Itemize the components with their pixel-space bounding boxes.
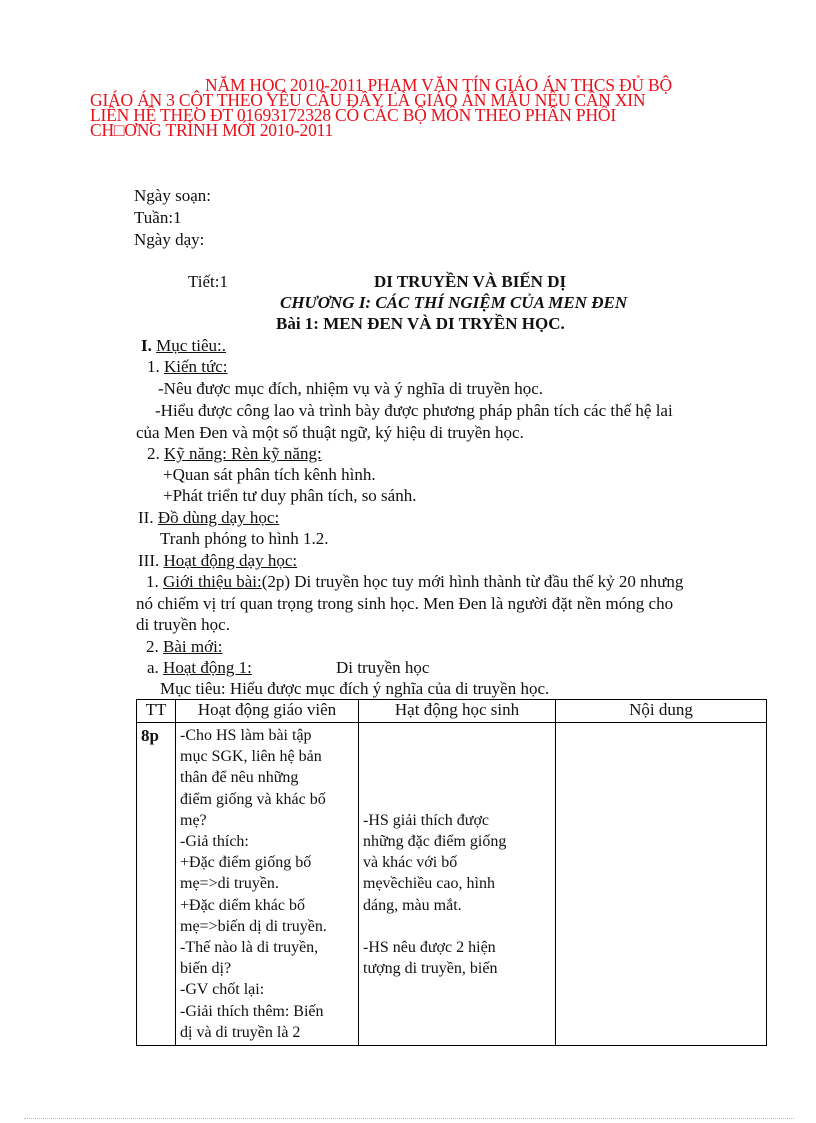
text-line: di truyền học. (136, 615, 230, 634)
lesson-table (136, 699, 767, 1046)
cell-line (363, 789, 551, 810)
cell-line: thân để nêu những (180, 769, 299, 787)
banner-line: LIÊN HỆ THEO ĐT 01693172328 CÓ CÁC BỘ MÔN THEO PHÂN PHỐI (90, 105, 616, 125)
ngay-soan: Ngày soạn: (134, 186, 211, 205)
cell-line: mẹvềchiều cao, hình (363, 875, 495, 893)
column-header: TT (137, 700, 176, 723)
cell-line: điểm giống và khác bố (180, 790, 326, 808)
section-2-heading: II. Đồ dùng dạy học: (138, 508, 280, 527)
intro-line: 1. Giới thiệu bài:(2p) Di truyền học tuy mới hình thành từ đầu thế kỷ 20 nhưng (146, 572, 684, 591)
cell-line: mẹ=>di truyền. (180, 875, 279, 893)
cell-line: +Đặc diểm khác bố (180, 896, 305, 914)
tiet: Tiết:1 (188, 272, 229, 291)
cell-line: -GV chốt lại: (180, 981, 265, 999)
lesson-subtitle: Bài 1: MEN ĐEN VÀ DI TRYỀN HỌC. (276, 314, 565, 333)
cell-line: những đặc điểm giống (363, 833, 507, 851)
teacher-activity-cell (176, 723, 359, 1046)
cell-line: mẹ=>biến dị di truyền. (180, 917, 327, 935)
text-line: +Quan sát phân tích kênh hình. (163, 465, 376, 484)
activity-heading: a. Hoạt động 1: (147, 658, 252, 677)
text-line: nó chiếm vị trí quan trọng trong sinh học. Men Đen là người đặt nền móng cho (136, 594, 674, 613)
text-line: Tranh phóng to hình 1.2. (160, 529, 329, 548)
page-footer-divider (24, 1118, 794, 1119)
cell-line: và khác với bố (363, 854, 458, 872)
objective-line: Mục tiêu: Hiểu được mục đích ý nghĩa của di truyền học. (160, 679, 550, 698)
cell-line: biến dị? (180, 960, 232, 978)
text-line: của Men Đen và một số thuật ngữ, ký hiệu di truyền học. (136, 423, 524, 442)
cell-line: mẹ? (180, 811, 207, 829)
text-line: -Hiểu được công lao và trình bày được phương pháp phân tích các thế hệ lai (155, 401, 673, 420)
cell-line: mục SGK, liên hệ bản (180, 748, 322, 766)
cell-line: -HS giải thích được (363, 811, 489, 829)
banner-line: NĂM HỌC 2010-2011 PHẠM VĂN TÍN GIÁO ÁN THCS ĐỦ BỘ (205, 75, 672, 95)
table-header-row (137, 700, 767, 723)
table-row (137, 723, 767, 1046)
cell-line: -Cho HS làm bài tập (180, 727, 312, 744)
section-1-heading: I. Mục tiêu:. (141, 336, 227, 355)
column-header: Hạt động học sinh (359, 700, 556, 723)
chapter-title: CHƯƠNG I: CÁC THÍ NGIỆM CỦA MEN ĐEN (280, 293, 628, 312)
new-lesson-heading: 2. Bài mới: (146, 637, 223, 656)
section-3-heading: III. Hoạt động dạy học: (138, 551, 298, 570)
column-header: Hoạt động giáo viên (176, 700, 359, 723)
cell-line: -Thế nào là di truyền, (180, 939, 319, 957)
cell-line: dị và di truyền là 2 (180, 1023, 301, 1041)
cell-line (363, 725, 551, 746)
cell-line: -Giả thích: (180, 833, 249, 851)
knowledge-heading: 1. Kiến tức: (147, 357, 228, 376)
text-line: -Nêu được mục đích, nhiệm vụ và ý nghĩa di truyền học. (158, 379, 544, 398)
lesson-title: DI TRUYỀN VÀ BIẾN DỊ (374, 272, 567, 291)
student-activity-cell (359, 723, 556, 1046)
cell-line (363, 767, 551, 788)
tuan: Tuần:1 (134, 208, 182, 227)
cell-line: -Giải thích thêm: Biến (180, 1002, 324, 1020)
column-header: Nội dung (556, 700, 767, 723)
cell-line: tượng di truyền, biến (363, 960, 498, 978)
banner-line: GIÁO ÁN 3 CỘT THEO YÊU CẦU ĐẦY LÀ GIÁO ÁN MẪU NẾU CẦN XIN (90, 90, 646, 110)
cell-line: -HS nêu được 2 hiện (363, 939, 496, 957)
cell-line: +Đặc điểm giống bố (180, 854, 312, 872)
skills-heading: 2. Kỹ năng: Rèn kỹ năng: (147, 444, 322, 463)
activity-name: Di truyền học (336, 658, 430, 677)
cell-line: dáng, màu mắt. (363, 896, 462, 914)
header-banner (90, 75, 780, 140)
text-line: +Phát triển tư duy phân tích, so sánh. (163, 486, 417, 505)
ngay-day: Ngày dạy: (134, 230, 205, 249)
cell-line (363, 746, 551, 767)
content-cell (556, 723, 767, 1046)
cell-line (363, 916, 551, 937)
banner-line: CH□ƠNG TRÌNH MỚI 2010-2011 (90, 120, 334, 140)
time-cell: 8p (137, 723, 176, 1046)
